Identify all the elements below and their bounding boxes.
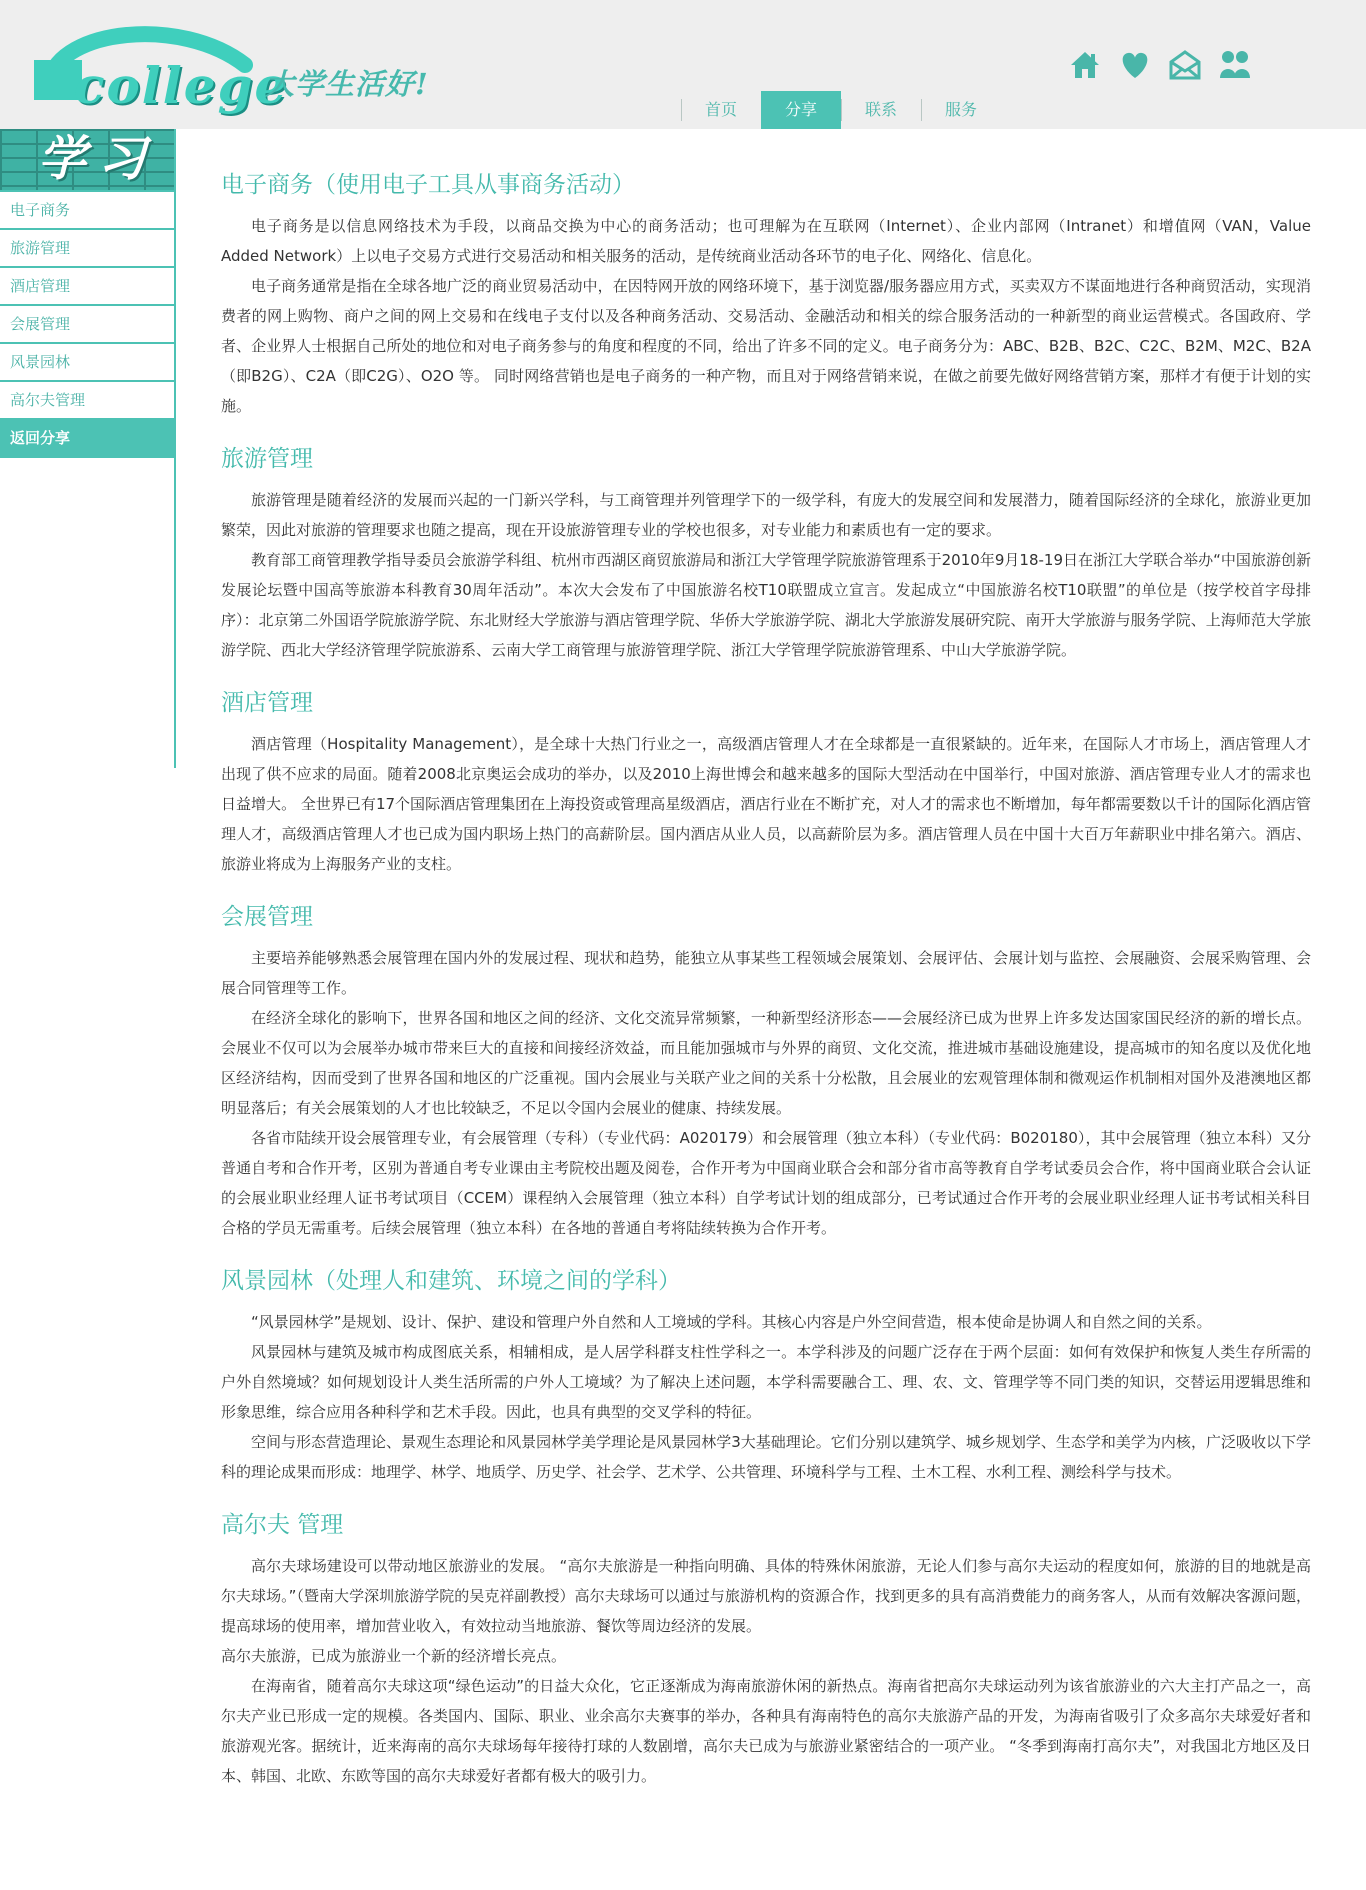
- page-header: [0, 0, 1366, 129]
- main-content: [221, 170, 1311, 1791]
- section-golf: [221, 1510, 1311, 1791]
- section-landscape: [221, 1266, 1311, 1487]
- section-title: 高尔夫 管理: [221, 1512, 344, 1538]
- paragraph: 各省市陆续开设会展管理专业，有会展管理（专科）（专业代码：A020179）和会展管理（独立本科）（专业代码：B020180），其中会展管理（独立本科）又分普通自考和合作开考，区别为普通自考专业课由主考院校出题及阅卷，合作开考为中国商业联合会和部分省市高等教育自学考试委员会合作，将中国商业联合会认证的会展业职业经理人证书考试项目（CCEM）课程纳入会展管理（独立本科）自学考试计划的组成部分，已考试通过合作开考的会展业职业经理人证书考试相关科目合格的学员无需重考。后续会展管理（独立本科）在各地的普通自考将陆续转换为合作开考。: [221, 1129, 1311, 1237]
- paragraph: 电子商务通常是指在全球各地广泛的商业贸易活动中，在因特网开放的网络环境下，基于浏览器/服务器应用方式，买卖双方不谋面地进行各种商贸活动，实现消费者的网上购物、商户之间的网上交易和在线电子支付以及各种商务活动、交易活动、金融活动和相关的综合服务活动的一种新型的商业运营模式。各国政府、学者、企业界人士根据自己所处的地位和对电子商务参与的角度和程度的不同，给出了许多不同的定义。电子商务分为：ABC、B2B、B2C、C2C、B2M、M2C、B2A（即B2G）、C2A（即C2G）、O2O 等。 同时网络营销也是电子商务的一种产物，而且对于网络营销来说，在做之前要先做好网络营销方案，那样才有便于计划的实施。: [221, 277, 1311, 415]
- sidebar-item-exhibition[interactable]: 会展管理: [0, 306, 174, 344]
- sidebar-item-ecommerce[interactable]: 电子商务: [0, 190, 174, 230]
- logo-text: college: [74, 56, 289, 115]
- paragraph: “风景园林学”是规划、设计、保护、建设和管理户外自然和人工境域的学科。其核心内容是户外空间营造，根本使命是协调人和自然之间的关系。: [251, 1313, 1212, 1331]
- section-title: 会展管理: [221, 904, 313, 930]
- paragraph: 旅游管理是随着经济的发展而兴起的一门新兴学科，与工商管理并列管理学下的一级学科，有庞大的发展空间和发展潜力，随着国际经济的全球化，旅游业更加繁荣，因此对旅游的管理要求也随之提高，现在开设旅游管理专业的学校也很多，对专业能力和素质也有一定的要求。: [221, 491, 1311, 539]
- sidebar-item-hotel[interactable]: 酒店管理: [0, 268, 174, 306]
- sidebar-banner-title: 学习: [38, 131, 159, 187]
- sidebar-item-landscape[interactable]: 风景园林: [0, 344, 174, 382]
- sidebar-item-golf[interactable]: 高尔夫管理: [0, 382, 174, 420]
- nav-share[interactable]: [761, 91, 841, 129]
- nav-label: 服务: [944, 100, 977, 119]
- paragraph: 在海南省，随着高尔夫球这项“绿色运动”的日益大众化，它正逐渐成为海南旅游休闲的新热点。海南省把高尔夫球运动列为该省旅游业的六大主打产品之一，高尔夫产业已形成一定的规模。各类国内、国际、职业、业余高尔夫赛事的举办，各种具有海南特色的高尔夫旅游产品的开发，为海南省吸引了众多高尔夫球爱好者和旅游观光客。据统计，近来海南的高尔夫球场每年接待打球的人数剧增，高尔夫已成为与旅游业紧密结合的一项产业。 “冬季到海南打高尔夫”，对我国北方地区及日本、韩国、北欧、东欧等国的高尔夫球爱好者都有极大的吸引力。: [221, 1677, 1311, 1785]
- paragraph: 高尔夫球场建设可以带动地区旅游业的发展。 “高尔夫旅游是一种指向明确、具体的特殊休闲旅游，无论人们参与高尔夫运动的程度如何，旅游的目的地就是高尔夫球场。”（暨南大学深圳旅游学院的吴克祥副教授）高尔夫球场可以通过与旅游机构的资源合作，找到更多的具有高消费能力的商务客人，从而有效解决客源问题，提高球场的使用率，增加营业收入，有效拉动当地旅游、餐饮等周边经济的发展。: [221, 1557, 1311, 1635]
- section-title: 风景园林（处理人和建筑、环境之间的学科）: [221, 1268, 681, 1294]
- paragraph: 电子商务是以信息网络技术为手段，以商品交换为中心的商务活动；也可理解为在互联网（Internet）、企业内部网（Intranet）和增值网（VAN，Value Added Network）上以电子交易方式进行交易活动和相关服务的活动，是传统商业活动各环节的电子化、网络化、信息化。: [221, 217, 1311, 265]
- nav-separator: [681, 99, 682, 121]
- top-icon-bar: [1068, 48, 1252, 82]
- sidebar-item-tourism[interactable]: 旅游管理: [0, 230, 174, 268]
- site-slogan: 大学生活好!: [265, 67, 429, 101]
- sidebar-item-back-to-share[interactable]: 返回分享: [0, 420, 174, 458]
- paragraph: 主要培养能够熟悉会展管理在国内外的发展过程、现状和趋势，能独立从事某些工程领域会展策划、会展评估、会展计划与监控、会展融资、会展采购管理、会展合同管理等工作。: [221, 949, 1311, 997]
- section-title: 酒店管理: [221, 690, 313, 716]
- nav-contact[interactable]: [841, 91, 921, 129]
- nav-home[interactable]: [681, 91, 761, 129]
- paragraph: 高尔夫旅游，已成为旅游业一个新的经济增长亮点。: [221, 1647, 567, 1665]
- heart-icon[interactable]: [1118, 48, 1152, 82]
- section-hotel: [221, 688, 1311, 879]
- section-title: 旅游管理: [221, 446, 313, 472]
- nav-label: 分享: [784, 100, 817, 119]
- nav-service[interactable]: [921, 91, 1001, 129]
- paragraph: 风景园林与建筑及城市构成图底关系，相辅相成，是人居学科群支柱性学科之一。本学科涉及的问题广泛存在于两个层面：如何有效保护和恢复人类生存所需的户外自然境域？如何规划设计人类生活所需的户外人工境域？为了解决上述问题，本学科需要融合工、理、农、文、管理学等不同门类的知识，交替运用逻辑思维和形象思维，综合应用各种科学和艺术手段。因此，也具有典型的交叉学科的特征。: [221, 1343, 1311, 1421]
- section-exhibition: [221, 902, 1311, 1243]
- nav-label: 首页: [704, 100, 737, 119]
- nav-separator: [921, 99, 922, 121]
- paragraph: 在经济全球化的影响下，世界各国和地区之间的经济、文化交流异常频繁，一种新型经济形态——会展经济已成为世界上许多发达国家国民经济的新的增长点。会展业不仅可以为会展举办城市带来巨大的直接和间接经济效益，而且能加强城市与外界的商贸、文化交流，推进城市基础设施建设，提高城市的知名度以及优化地区经济结构，因而受到了世界各国和地区的广泛重视。国内会展业与关联产业之间的关系十分松散，且会展业的宏观管理体制和微观运作机制相对国外及港澳地区都明显落后；有关会展策划的人才也比较缺乏，不足以令国内会展业的健康、持续发展。: [221, 1009, 1311, 1117]
- paragraph: 空间与形态营造理论、景观生态理论和风景园林学美学理论是风景园林学3大基础理论。它们分别以建筑学、城乡规划学、生态学和美学为内核，广泛吸收以下学科的理论成果而形成：地理学、林学、地质学、历史学、社会学、艺术学、公共管理、环境科学与工程、土木工程、水利工程、测绘科学与技术。: [221, 1433, 1311, 1481]
- sidebar-menu: [0, 190, 174, 458]
- paragraph: 教育部工商管理教学指导委员会旅游学科组、杭州市西湖区商贸旅游局和浙江大学管理学院旅游管理系于2010年9月18-19日在浙江大学联合举办“中国旅游创新发展论坛暨中国高等旅游本科教育30周年活动”。本次大会发布了中国旅游名校T10联盟成立宣言。发起成立“中国旅游名校T10联盟”的单位是（按学校首字母排序）：北京第二外国语学院旅游学院、东北财经大学旅游与酒店管理学院、华侨大学旅游学院、湖北大学旅游发展研究院、南开大学旅游与服务学院、上海师范大学旅游学院、西北大学经济管理学院旅游系、云南大学工商管理与旅游管理学院、浙江大学管理学院旅游管理系、中山大学旅游学院。: [221, 551, 1311, 659]
- mail-icon[interactable]: [1168, 48, 1202, 82]
- section-tourism: [221, 444, 1311, 665]
- site-logo[interactable]: [30, 20, 289, 115]
- section-ecommerce: [221, 170, 1311, 421]
- section-title: 电子商务（使用电子工具从事商务活动）: [221, 172, 635, 198]
- sidebar-banner: [0, 129, 174, 190]
- main-nav: [681, 91, 1001, 129]
- nav-separator: [841, 99, 842, 121]
- home-icon[interactable]: [1068, 48, 1102, 82]
- nav-label: 联系: [864, 100, 897, 119]
- paragraph: 酒店管理（Hospitality Management），是全球十大热门行业之一，高级酒店管理人才在全球都是一直很紧缺的。近年来，在国际人才市场上，酒店管理人才出现了供不应求的局面。随着2008北京奥运会成功的举办，以及2010上海世博会和越来越多的国际大型活动在中国举行，中国对旅游、酒店管理专业人才的需求也日益增大。 全世界已有17个国际酒店管理集团在上海投资或管理高星级酒店，酒店行业在不断扩充，对人才的需求也不断增加，每年都需要数以千计的国际化酒店管理人才，高级酒店管理人才也已成为国内职场上热门的高薪阶层。国内酒店从业人员，以高薪阶层为多。酒店管理人员在中国十大百万年薪职业中排名第六。酒店、旅游业将成为上海服务产业的支柱。: [221, 735, 1311, 873]
- sidebar: [0, 129, 176, 768]
- people-icon[interactable]: [1218, 48, 1252, 82]
